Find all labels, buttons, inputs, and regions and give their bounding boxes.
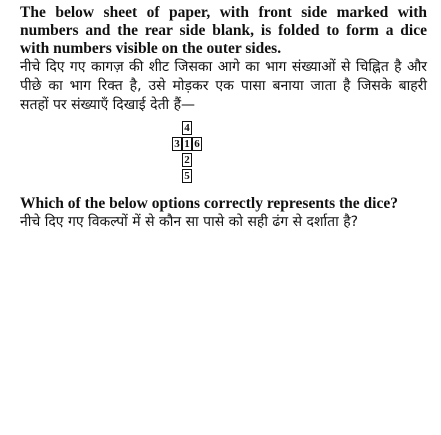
question-text-hindi: नीचे दिए गए कागज़ की शीट जिसका आगे का भाग संख्याओं से चिह्नित है और पीछे का भाग रिक्त है, उसे मोड़कर एक पासा बनाया जाता है जिसके बाहरी सतहों पर संख्याएँ दिखाई देती हैं—	[20, 59, 427, 113]
net-cell-right: 6	[192, 137, 202, 151]
net-cell-bottom: 5	[182, 169, 192, 183]
net-cell-top: 4	[182, 121, 192, 135]
prompt-hindi: नीचे दिए गए विकल्पों में से कौन सा पासे को सही ढंग से दर्शाता है?	[20, 214, 359, 230]
net-cell-left: 3	[172, 137, 182, 151]
net-cell-lower: 2	[182, 153, 192, 167]
question-text-english: The below sheet of paper, with front side marked with numbers and the rear side blank, is folded to form a dice with numbers visible on the outer sides.	[20, 4, 427, 57]
prompt-english: Which of the below options correctly represents the dice?	[20, 195, 398, 212]
net-cell-center: 1	[182, 137, 192, 151]
dice-net-figure	[20, 119, 427, 241]
